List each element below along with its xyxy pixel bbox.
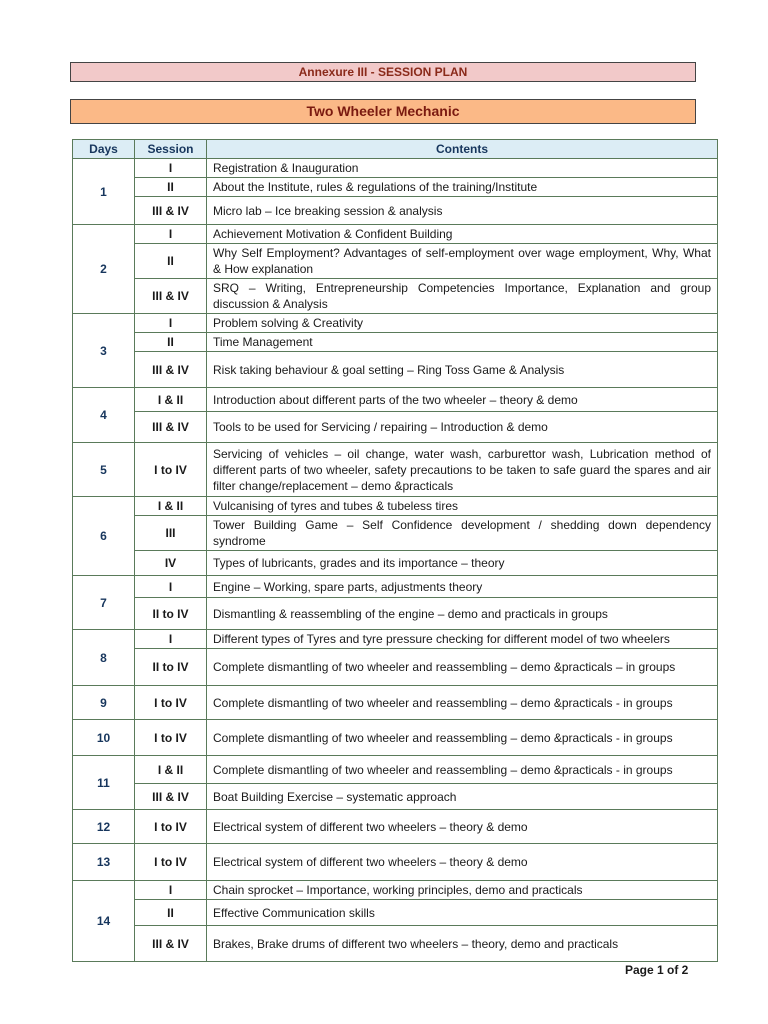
table-body	[73, 159, 718, 962]
table-row	[73, 576, 718, 598]
table-row	[73, 630, 718, 649]
table-row	[73, 244, 718, 279]
contents-cell: Tower Building Game – Self Confidence development / shedding down dependency syndrome	[207, 516, 718, 551]
table-header-row	[73, 140, 718, 159]
session-cell: III	[135, 516, 207, 551]
session-cell: II	[135, 333, 207, 352]
day-cell: 4	[73, 388, 135, 443]
contents-cell: Complete dismantling of two wheeler and reassembling – demo &practicals - in groups	[207, 720, 718, 756]
session-plan-table	[72, 139, 718, 962]
contents-cell: Risk taking behaviour & goal setting – Ring Toss Game & Analysis	[207, 352, 718, 388]
table-row	[73, 159, 718, 178]
contents-cell: Why Self Employment? Advantages of self-employment over wage employment, Why, What & How explanation	[207, 244, 718, 279]
session-cell: III & IV	[135, 926, 207, 962]
table-row	[73, 178, 718, 197]
table-row	[73, 881, 718, 900]
contents-cell: Types of lubricants, grades and its importance – theory	[207, 551, 718, 576]
session-cell: I & II	[135, 388, 207, 412]
contents-cell: Achievement Motivation & Confident Building	[207, 225, 718, 244]
table-row	[73, 443, 718, 497]
session-cell: I	[135, 881, 207, 900]
table-row	[73, 784, 718, 810]
session-cell: II	[135, 900, 207, 926]
contents-cell: About the Institute, rules & regulations of the training/Institute	[207, 178, 718, 197]
day-cell: 1	[73, 159, 135, 225]
contents-cell: Complete dismantling of two wheeler and reassembling – demo &practicals - in groups	[207, 756, 718, 784]
session-cell: IV	[135, 551, 207, 576]
contents-cell: Servicing of vehicles – oil change, water wash, carburettor wash, Lubrication method of different parts of two wheeler, safety precautions to be taken to safe guard the spares and air filter change/replacement – demo &practicals	[207, 443, 718, 497]
contents-cell: Tools to be used for Servicing / repairing – Introduction & demo	[207, 412, 718, 443]
table-row	[73, 926, 718, 962]
session-cell: I	[135, 576, 207, 598]
table-row	[73, 844, 718, 881]
table-row	[73, 225, 718, 244]
contents-cell: Boat Building Exercise – systematic approach	[207, 784, 718, 810]
table-row	[73, 352, 718, 388]
table-row	[73, 649, 718, 686]
contents-cell: Complete dismantling of two wheeler and reassembling – demo &practicals - in groups	[207, 686, 718, 720]
contents-cell: Electrical system of different two wheelers – theory & demo	[207, 810, 718, 844]
page-number: Page 1 of 2	[625, 963, 689, 977]
session-cell: II	[135, 244, 207, 279]
table-row	[73, 900, 718, 926]
contents-cell: Brakes, Brake drums of different two wheelers – theory, demo and practicals	[207, 926, 718, 962]
session-cell: II to IV	[135, 598, 207, 630]
session-cell: III & IV	[135, 412, 207, 443]
table-row	[73, 551, 718, 576]
contents-cell: Different types of Tyres and tyre pressure checking for different model of two wheelers	[207, 630, 718, 649]
session-cell: III & IV	[135, 784, 207, 810]
day-cell: 9	[73, 686, 135, 720]
table-row	[73, 314, 718, 333]
table-row	[73, 388, 718, 412]
session-cell: II to IV	[135, 649, 207, 686]
table-row	[73, 197, 718, 225]
contents-cell: Introduction about different parts of the two wheeler – theory & demo	[207, 388, 718, 412]
session-cell: I to IV	[135, 810, 207, 844]
table-row	[73, 598, 718, 630]
session-cell: I to IV	[135, 443, 207, 497]
day-cell: 13	[73, 844, 135, 881]
contents-cell: Registration & Inauguration	[207, 159, 718, 178]
session-cell: I to IV	[135, 844, 207, 881]
contents-cell: Problem solving & Creativity	[207, 314, 718, 333]
contents-cell: Chain sprocket – Importance, working principles, demo and practicals	[207, 881, 718, 900]
session-cell: II	[135, 178, 207, 197]
table-row	[73, 516, 718, 551]
contents-cell: SRQ – Writing, Entrepreneurship Competencies Importance, Explanation and group discussion & Analysis	[207, 279, 718, 314]
column-header-session: Session	[135, 140, 207, 159]
column-header-contents: Contents	[207, 140, 718, 159]
table-row	[73, 810, 718, 844]
table-row	[73, 412, 718, 443]
session-cell: III & IV	[135, 279, 207, 314]
course-title-banner: Two Wheeler Mechanic	[70, 99, 696, 124]
contents-cell: Vulcanising of tyres and tubes & tubeless tires	[207, 497, 718, 516]
contents-cell: Complete dismantling of two wheeler and reassembling – demo &practicals – in groups	[207, 649, 718, 686]
table-row	[73, 720, 718, 756]
table-row	[73, 497, 718, 516]
table-row	[73, 756, 718, 784]
contents-cell: Engine – Working, spare parts, adjustments theory	[207, 576, 718, 598]
day-cell: 6	[73, 497, 135, 576]
session-cell: I	[135, 630, 207, 649]
day-cell: 14	[73, 881, 135, 962]
session-cell: I & II	[135, 756, 207, 784]
session-cell: I & II	[135, 497, 207, 516]
session-cell: I to IV	[135, 720, 207, 756]
annexure-title-banner: Annexure III - SESSION PLAN	[70, 62, 696, 82]
contents-cell: Effective Communication skills	[207, 900, 718, 926]
table-row	[73, 279, 718, 314]
session-cell: I	[135, 159, 207, 178]
session-cell: I to IV	[135, 686, 207, 720]
day-cell: 12	[73, 810, 135, 844]
session-cell: III & IV	[135, 197, 207, 225]
day-cell: 3	[73, 314, 135, 388]
day-cell: 11	[73, 756, 135, 810]
day-cell: 2	[73, 225, 135, 314]
contents-cell: Electrical system of different two wheelers – theory & demo	[207, 844, 718, 881]
table-row	[73, 686, 718, 720]
contents-cell: Micro lab – Ice breaking session & analysis	[207, 197, 718, 225]
session-cell: I	[135, 314, 207, 333]
day-cell: 5	[73, 443, 135, 497]
contents-cell: Time Management	[207, 333, 718, 352]
table-row	[73, 333, 718, 352]
session-cell: I	[135, 225, 207, 244]
column-header-days: Days	[73, 140, 135, 159]
day-cell: 7	[73, 576, 135, 630]
day-cell: 10	[73, 720, 135, 756]
day-cell: 8	[73, 630, 135, 686]
session-cell: III & IV	[135, 352, 207, 388]
contents-cell: Dismantling & reassembling of the engine – demo and practicals in groups	[207, 598, 718, 630]
